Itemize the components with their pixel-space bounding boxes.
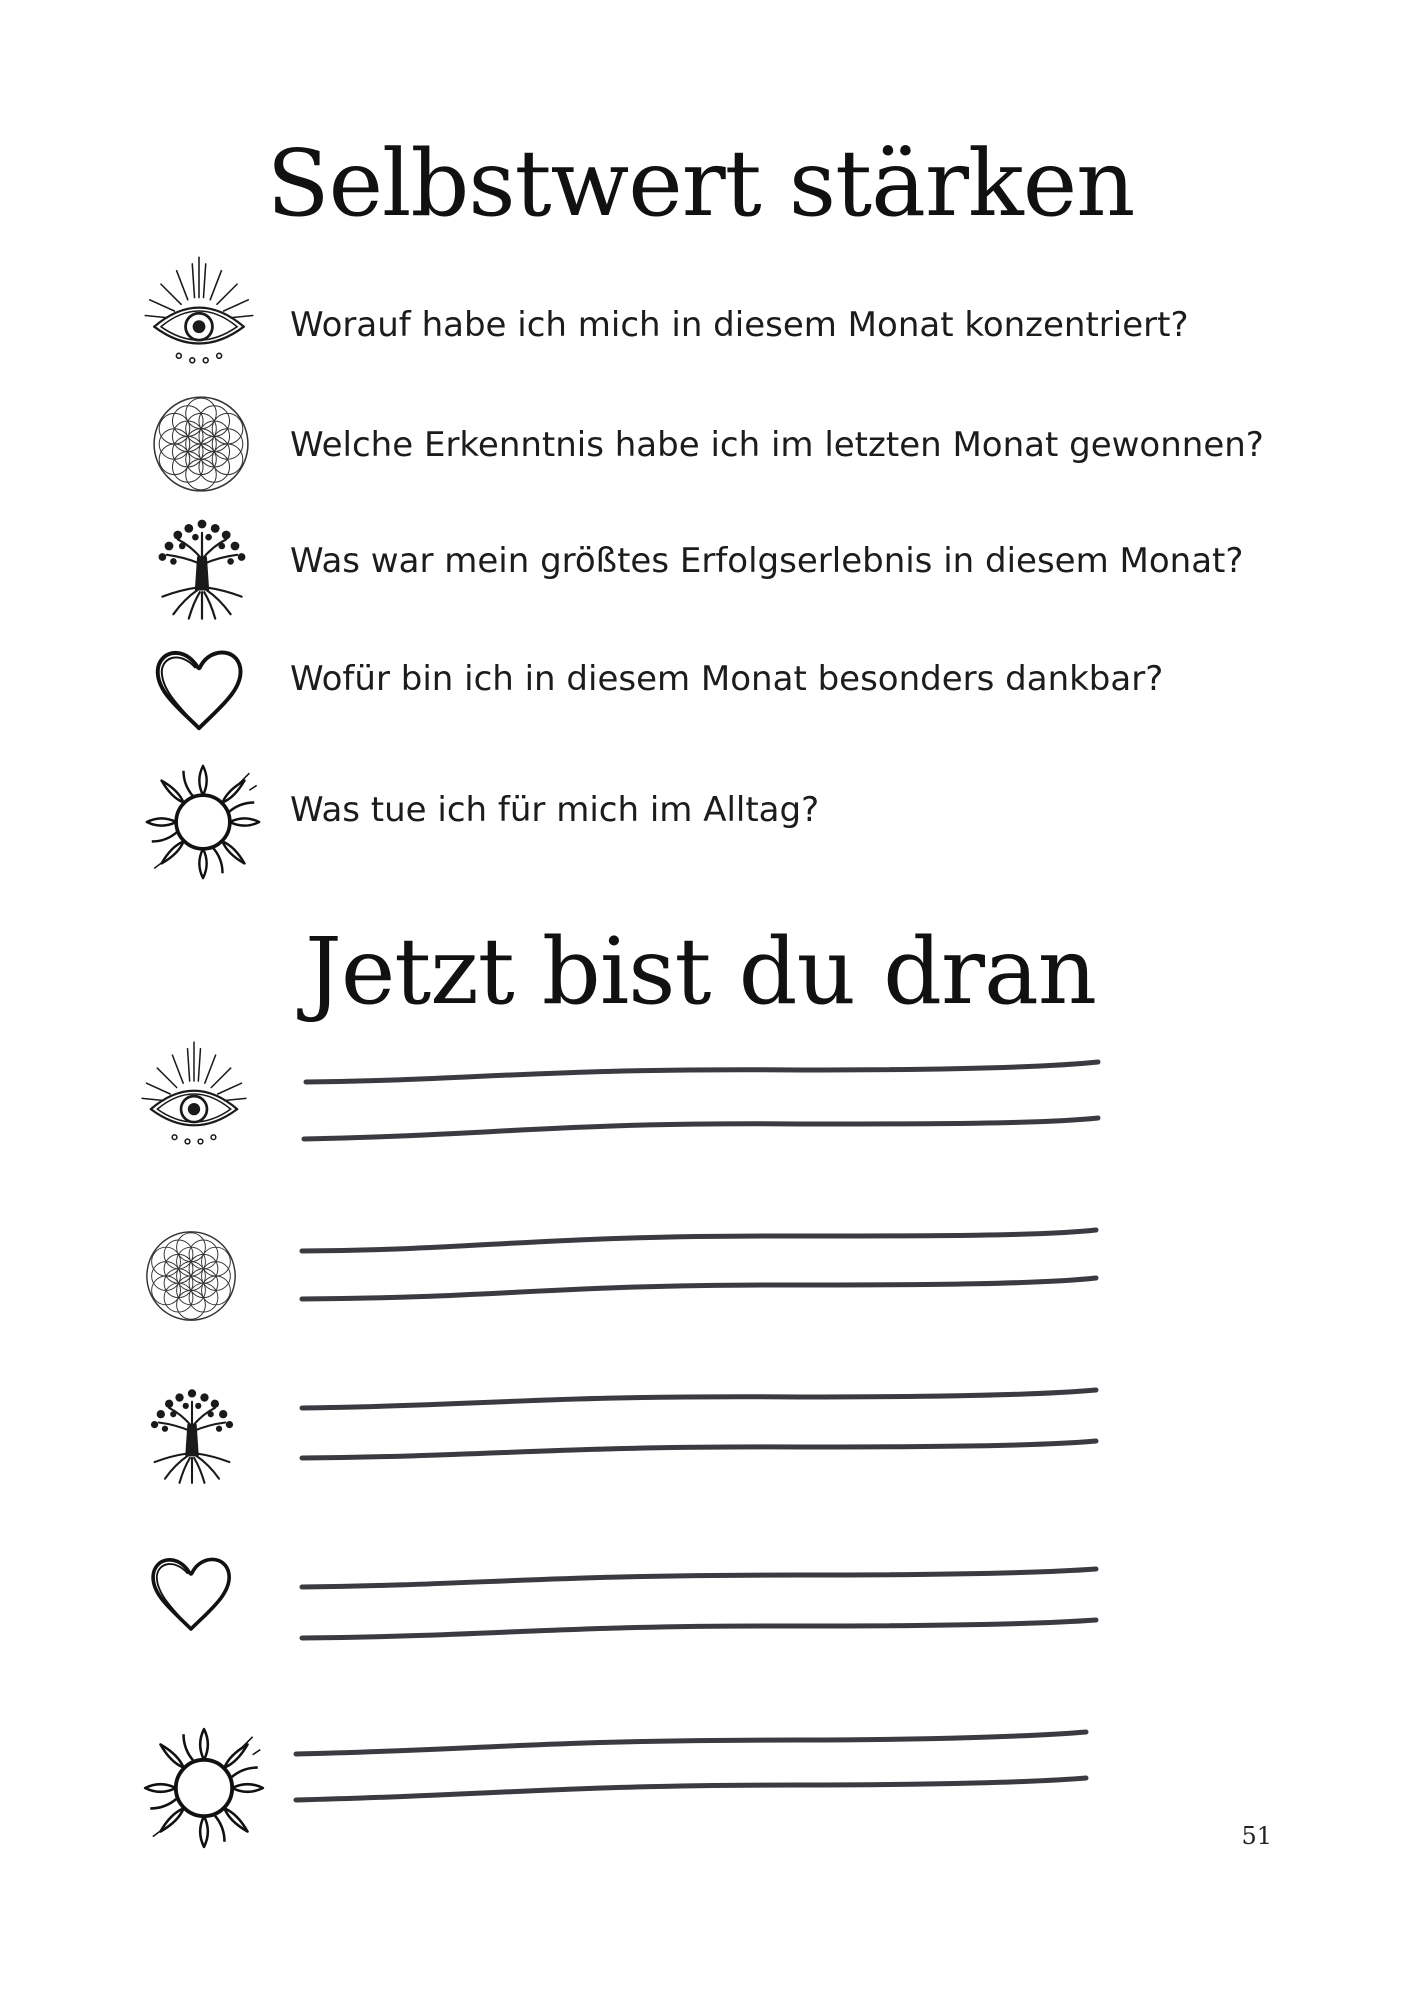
question-text: Was tue ich für mich im Alltag? xyxy=(290,790,820,830)
question-text: Was war mein größtes Erfolgserlebnis in diesem Monat? xyxy=(290,541,1244,581)
answer-line[interactable] xyxy=(302,1230,1096,1251)
sun-icon xyxy=(142,756,264,888)
page-number: 51 xyxy=(1241,1822,1272,1850)
answer-line[interactable] xyxy=(302,1390,1096,1408)
tree-of-life-icon xyxy=(140,1383,244,1487)
eye-icon xyxy=(138,1040,250,1148)
heart-icon xyxy=(148,640,250,738)
answer-line[interactable] xyxy=(306,1062,1098,1082)
flower-of-life-icon xyxy=(150,393,252,495)
section-title-selbstwert: Selbstwert stärken xyxy=(266,130,1135,237)
tree-of-life-icon xyxy=(146,513,258,623)
answer-lines xyxy=(280,1040,1130,1900)
question-text: Worauf habe ich mich in diesem Monat konzentriert? xyxy=(290,305,1189,345)
answer-line[interactable] xyxy=(302,1569,1096,1587)
answer-line[interactable] xyxy=(296,1778,1086,1800)
answer-line[interactable] xyxy=(304,1118,1098,1139)
answer-line[interactable] xyxy=(296,1732,1086,1754)
question-text: Wofür bin ich in diesem Monat besonders dankbar? xyxy=(290,659,1164,699)
section-title-jetzt-bist-du-dran: Jetzt bist du dran xyxy=(304,918,1097,1025)
answer-line[interactable] xyxy=(302,1278,1096,1299)
flower-of-life-icon xyxy=(143,1228,239,1324)
sun-icon xyxy=(140,1722,268,1854)
answer-line[interactable] xyxy=(302,1441,1096,1458)
question-text: Welche Erkenntnis habe ich im letzten Monat gewonnen? xyxy=(290,425,1264,465)
heart-icon xyxy=(146,1547,236,1639)
eye-icon xyxy=(138,255,260,367)
answer-line[interactable] xyxy=(302,1620,1096,1638)
